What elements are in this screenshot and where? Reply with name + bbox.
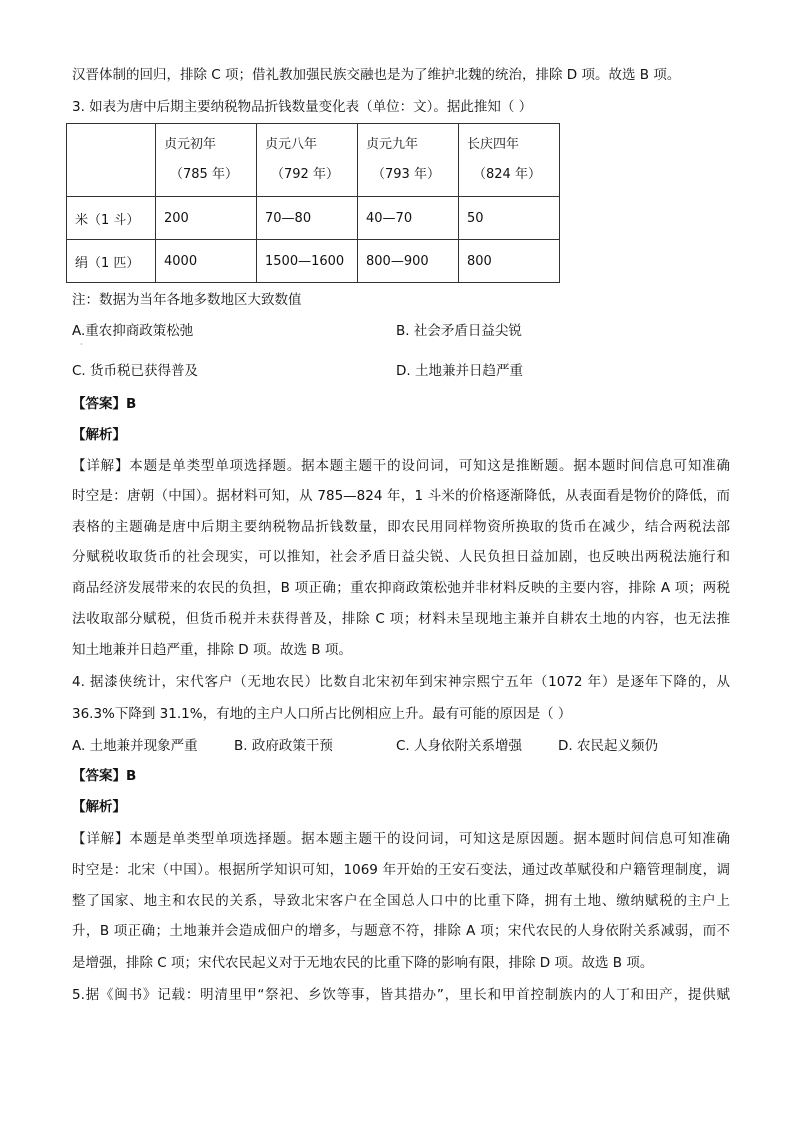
table-row-label: 绢（1 匹）	[67, 240, 156, 283]
table-cell: 800	[459, 240, 560, 283]
question-3-stem: 3. 如表为唐中后期主要纳税物品折钱数量变化表（单位：文）。据此推知（ ）	[72, 99, 533, 115]
q4-detail-line: 升，B 项正确；土地兼并会造成佃户的增多，与题意不符，排除 A 项；宋代农民的人身依附关系减弱，而不	[72, 923, 730, 939]
table-cell: 1500—1600	[257, 240, 358, 283]
table-row	[67, 197, 560, 240]
q3-detail-line: 商品经济发展带来的农民的负担，B 项正确；重农抑商政策松弛并非材料反映的主要内容，排除 A 项；两税	[72, 580, 730, 596]
q3-answer: 【答案】B	[72, 396, 137, 412]
q3-detail-line: 法收取部分赋税，但货币税并未获得普及，排除 C 项；材料未呈现地主兼并自耕农土地的内容，也无法推	[72, 611, 730, 627]
q4-option-d: D. 农民起义频仍	[558, 738, 658, 754]
table-header-cell: 贞元九年 （793 年）	[358, 124, 459, 197]
q3-detail-line: 知土地兼并日趋严重，排除 D 项。故选 B 项。	[72, 642, 352, 658]
table-cell: 50	[459, 197, 560, 240]
q3-detail-line: 表格的主题确是唐中后期主要纳税物品折钱数量，即农民用同样物资所换取的货币在减少，结合两税法部	[72, 519, 730, 535]
question-4-stem: 36.3%下降到 31.1%，有地的主户人口所占比例相应上升。最有可能的原因是（ ）	[72, 706, 572, 722]
prev-analysis-end: 汉晋体制的回归，排除 C 项；借礼教加强民族交融也是为了维护北魏的统治，排除 D 项。故选 B 项。	[72, 67, 681, 83]
table-header-row	[67, 124, 560, 197]
q3-detail-line: 分赋税收取货币的社会现实，可以推知，社会矛盾日益尖锐、人民负担日益加剧，也反映出两税法施行和	[72, 549, 730, 565]
table-cell: 4000	[156, 240, 257, 283]
stray-mark: ·	[80, 340, 83, 349]
q4-detail-line: 整了国家、地主和农民的关系，导致北宋客户在全国总人口中的比重下降，拥有土地、缴纳赋税的主户上	[72, 893, 730, 909]
table-header-cell: 长庆四年 （824 年）	[459, 124, 560, 197]
q4-option-a: A. 土地兼并现象严重	[72, 738, 198, 754]
table-note: 注：数据为当年各地多数地区大致数值	[72, 292, 302, 308]
q4-detail-line: 【详解】本题是单类型单项选择题。据本题主题干的设问词，可知这是原因题。据本题时间信息可知准确	[72, 831, 730, 847]
q4-option-b: B. 政府政策干预	[234, 738, 333, 754]
table-header-cell: 贞元八年 （792 年）	[257, 124, 358, 197]
table-cell: 800—900	[358, 240, 459, 283]
question-5-stem: 5.据《闽书》记载：明清里甲“祭祀、乡饮等事，皆其措办”，里长和甲首控制族内的人丁和田产，提供赋	[72, 987, 730, 1003]
q3-detail-line: 时空是：唐朝（中国）。据材料可知，从 785—824 年，1 斗米的价格逐渐降低，从表面看是物价的降低，而	[72, 488, 730, 504]
q3-option-b: B. 社会矛盾日益尖锐	[396, 323, 522, 339]
table-cell: 200	[156, 197, 257, 240]
q4-option-c: C. 人身依附关系增强	[396, 738, 523, 754]
q3-analysis-heading: 【解析】	[72, 427, 126, 443]
table-row-label: 米（1 斗）	[67, 197, 156, 240]
table-header-cell: 贞元初年 （785 年）	[156, 124, 257, 197]
q3-option-c: C. 货币税已获得普及	[72, 363, 199, 379]
tax-price-table	[66, 123, 560, 283]
table-corner-cell	[67, 124, 156, 197]
q3-option-d: D. 土地兼并日趋严重	[396, 363, 523, 379]
table-row	[67, 240, 560, 283]
q4-analysis-heading: 【解析】	[72, 799, 126, 815]
q4-detail-line: 是增强，排除 C 项；宋代农民起义对于无地农民的比重下降的影响有限，排除 D 项。故选 B 项。	[72, 955, 654, 971]
q3-option-a: A.重农抑商政策松弛	[72, 323, 194, 339]
table-cell: 70—80	[257, 197, 358, 240]
table-cell: 40—70	[358, 197, 459, 240]
q4-detail-line: 时空是：北宋（中国）。根据所学知识可知，1069 年开始的王安石变法，通过改革赋役和户籍管理制度，调	[72, 862, 730, 878]
question-4-stem: 4. 据漆侠统计，宋代客户（无地农民）比数自北宋初年到宋神宗熙宁五年（1072 年）是逐年下降的，从	[72, 674, 730, 690]
q4-answer: 【答案】B	[72, 768, 137, 784]
q3-detail-line: 【详解】本题是单类型单项选择题。据本题主题干的设问词，可知这是推断题。据本题时间信息可知准确	[72, 458, 730, 474]
